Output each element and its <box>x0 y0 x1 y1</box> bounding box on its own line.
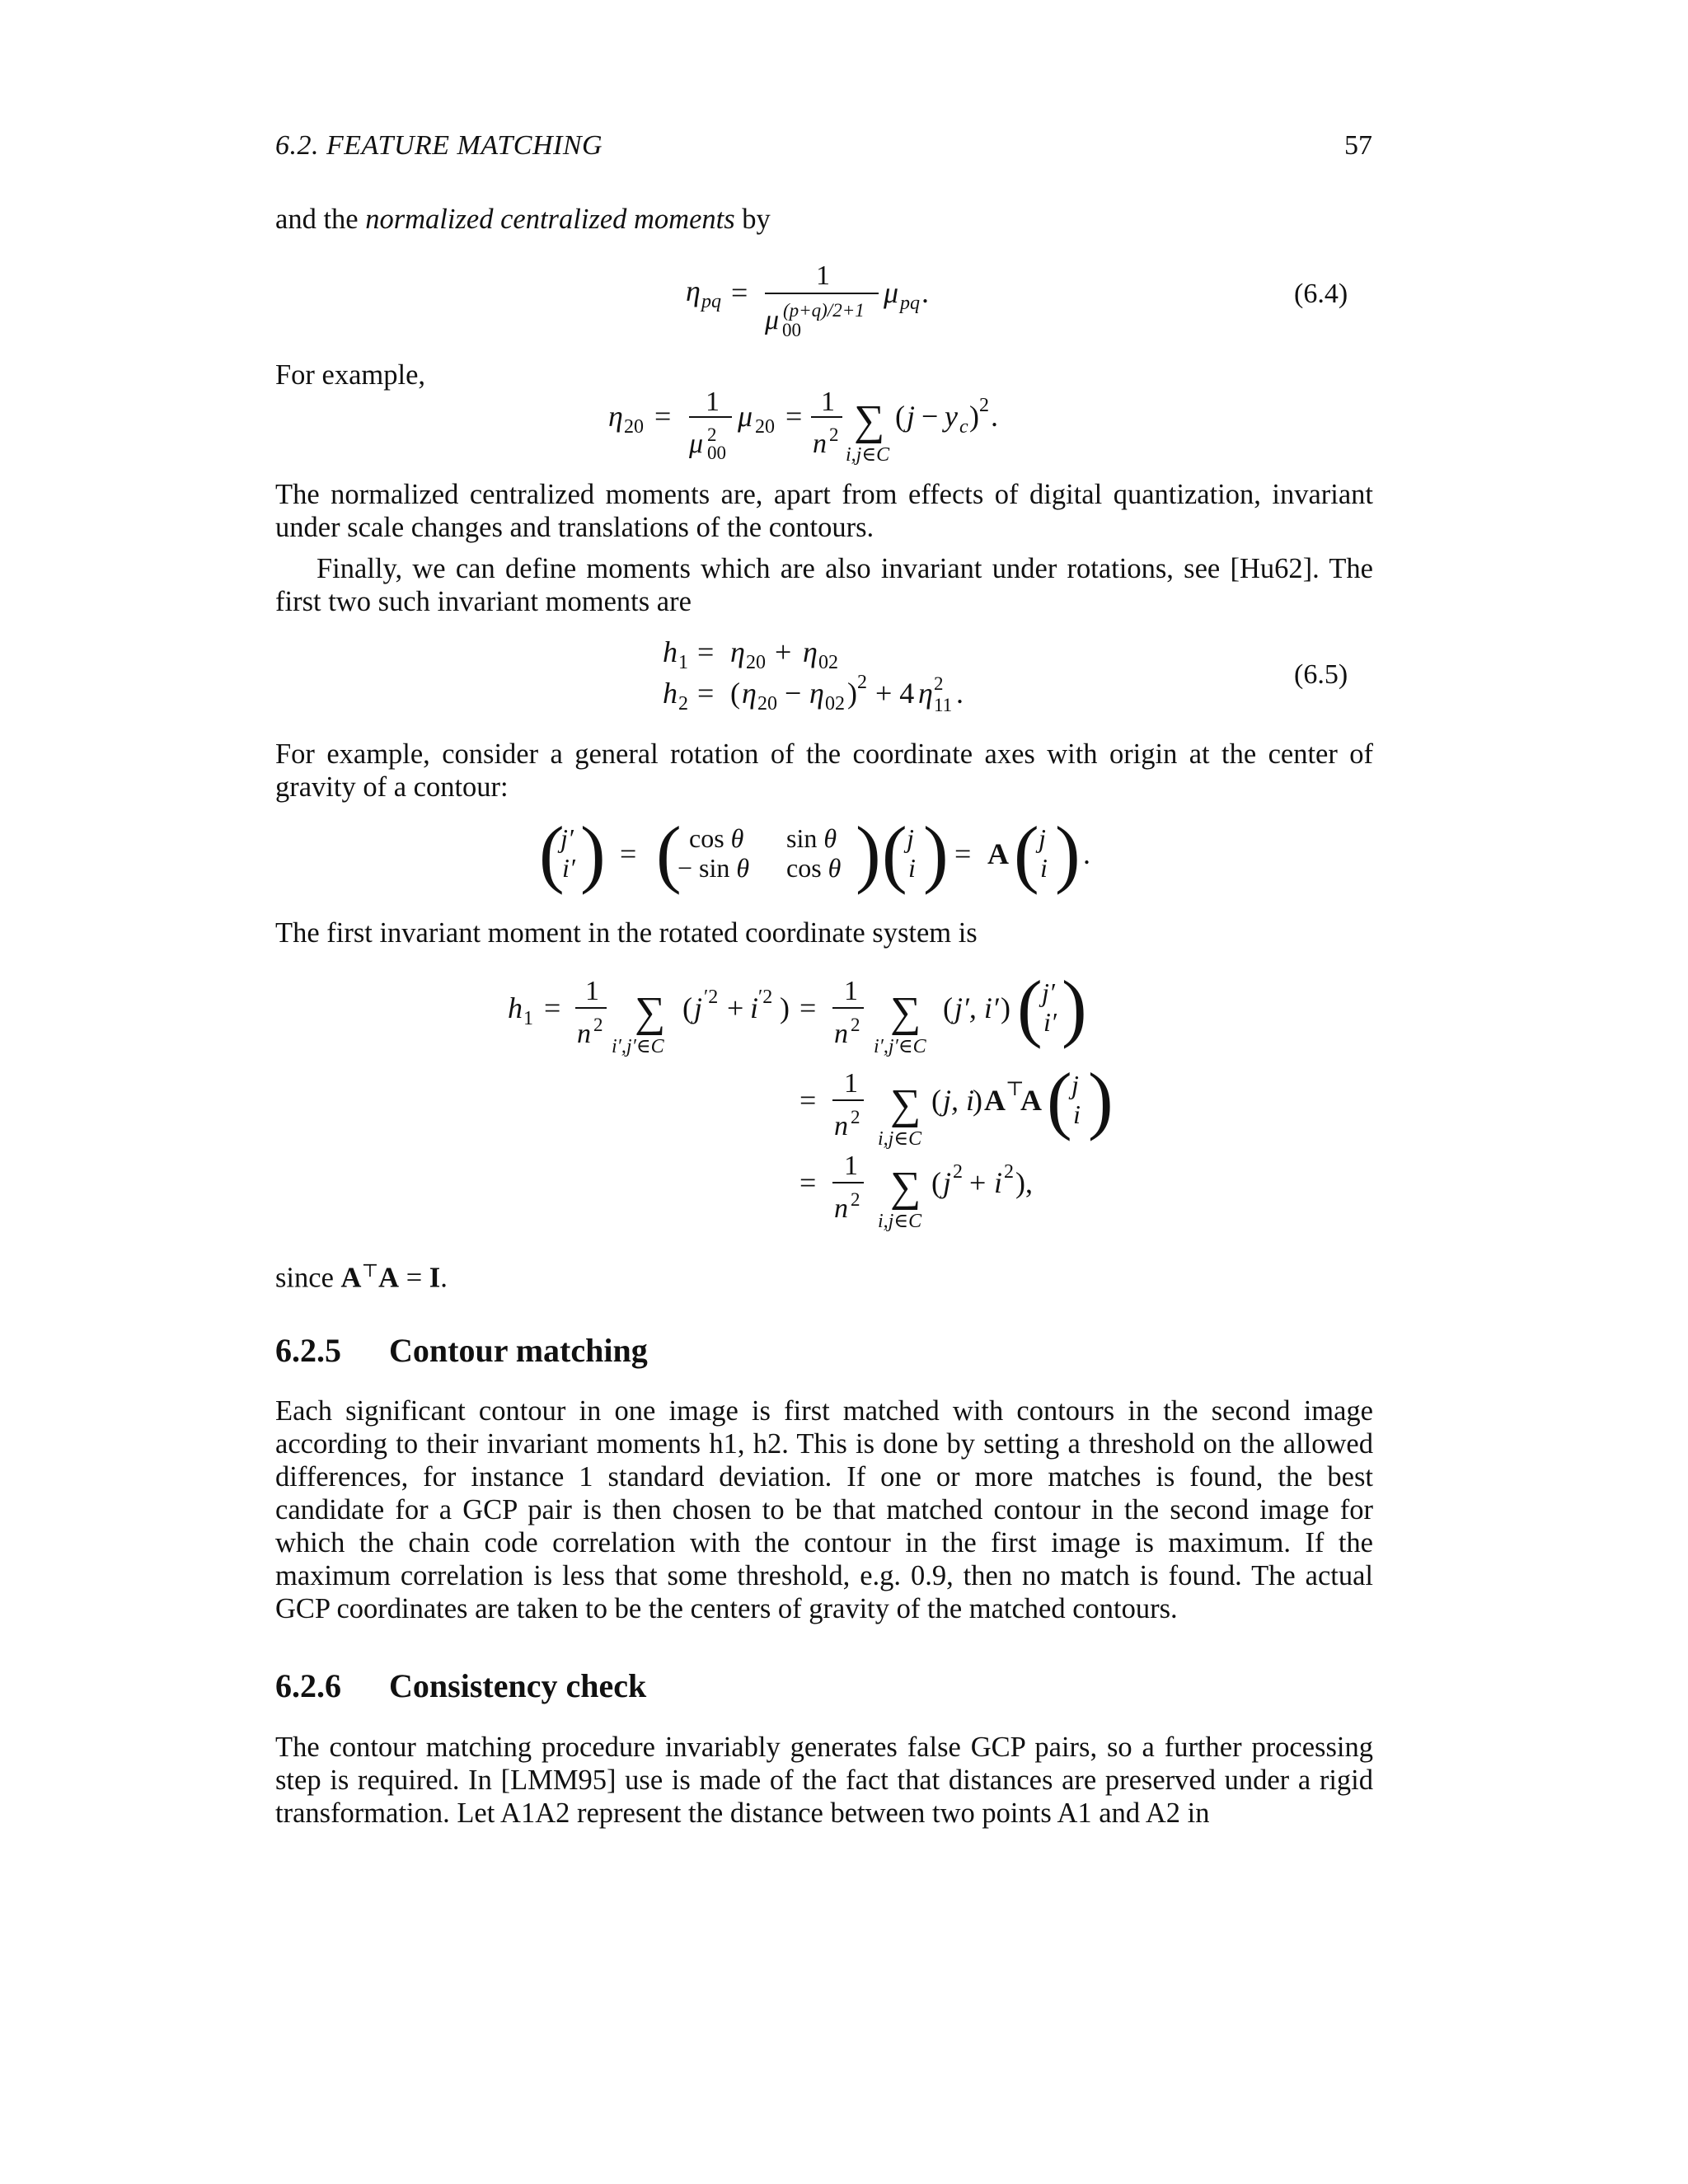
svg-text:2: 2 <box>857 672 867 693</box>
svg-text:cos θ: cos θ <box>786 853 842 883</box>
svg-text:=: = <box>731 276 748 309</box>
svg-text:η: η <box>686 274 701 307</box>
svg-text:⊤: ⊤ <box>1006 1079 1025 1100</box>
svg-text:1: 1 <box>678 652 688 673</box>
equation-rotation-matrix <box>536 816 1113 907</box>
svg-text:): ) <box>580 816 606 895</box>
svg-text:y: y <box>945 400 958 433</box>
svg-text:i′,j′∈C: i′,j′∈C <box>874 1036 926 1057</box>
svg-text:η: η <box>809 677 824 710</box>
svg-text:j: j <box>1039 823 1046 853</box>
svg-text:i,j∈C: i,j∈C <box>878 1128 922 1150</box>
page-number: 57 <box>1344 130 1372 161</box>
svg-text:2: 2 <box>1004 1161 1014 1183</box>
svg-text:(: ( <box>882 816 907 895</box>
svg-text:μ: μ <box>738 400 753 433</box>
svg-text:A: A <box>1020 1084 1042 1117</box>
svg-text:μ: μ <box>884 276 899 309</box>
svg-text:(: ( <box>1047 1057 1072 1141</box>
svg-text:=: = <box>799 991 817 1024</box>
svg-text:j′: j′ <box>1042 977 1055 1007</box>
svg-text:): ) <box>1062 968 1087 1049</box>
svg-text:=: = <box>544 991 561 1024</box>
svg-text:j: j <box>694 991 703 1024</box>
svg-text:cos θ: cos θ <box>689 823 744 853</box>
svg-text:n: n <box>813 429 827 459</box>
svg-text:− sin θ: − sin θ <box>678 853 750 883</box>
svg-text:2: 2 <box>678 693 688 715</box>
svg-text:h: h <box>508 991 523 1024</box>
equation-number-6-4: (6.4) <box>1294 279 1348 309</box>
svg-text:02: 02 <box>825 693 845 715</box>
svg-text:+: + <box>775 635 792 668</box>
since-suffix: . <box>440 1262 448 1294</box>
svg-text:′2: ′2 <box>704 987 719 1008</box>
svg-text:.: . <box>921 276 929 309</box>
svg-text:i: i <box>994 1166 1003 1199</box>
svg-text:∑: ∑ <box>890 989 921 1036</box>
intro-suffix: by <box>734 204 771 235</box>
equation-derivation <box>503 968 1129 1240</box>
svg-text:=: = <box>799 1084 817 1117</box>
svg-text:j′, i′: j′, i′ <box>954 991 999 1024</box>
svg-text:∑: ∑ <box>890 1081 921 1128</box>
svg-text:i′,j′∈C: i′,j′∈C <box>612 1036 664 1057</box>
svg-text:μ: μ <box>689 429 704 459</box>
svg-text:): ) <box>1088 1057 1114 1141</box>
svg-text:=: = <box>654 400 672 433</box>
svg-text:2: 2 <box>851 1107 860 1127</box>
svg-text:+: + <box>969 1166 987 1199</box>
svg-text:(: ( <box>539 816 565 895</box>
svg-text:i: i <box>750 991 759 1024</box>
running-head: 6.2. FEATURE MATCHING <box>275 130 603 161</box>
svg-text:02: 02 <box>818 652 838 673</box>
svg-text:20: 20 <box>755 416 775 438</box>
svg-text:∑: ∑ <box>890 1164 921 1211</box>
svg-text:η: η <box>918 677 933 710</box>
svg-text:00: 00 <box>707 443 726 463</box>
svg-text:): ) <box>923 816 949 895</box>
svg-text:n: n <box>834 1193 848 1224</box>
paragraph-rotation-invariants: Finally, we can define moments which are also invariant under rotations, see [Hu62]. The first two such invariant moments are <box>275 553 1373 617</box>
svg-text:j: j <box>1071 1070 1079 1099</box>
for-example-label: For example, <box>275 359 426 391</box>
svg-text:2: 2 <box>934 673 944 694</box>
svg-text:−: − <box>785 677 802 710</box>
since-prefix: since <box>275 1262 341 1294</box>
equation-eta20-example <box>602 375 1063 474</box>
svg-text:2: 2 <box>593 1015 603 1035</box>
svg-text:+: + <box>727 991 744 1024</box>
svg-text:η: η <box>742 677 757 710</box>
svg-text:),: ), <box>1015 1166 1033 1199</box>
svg-text:j, i: j, i <box>943 1084 975 1117</box>
section-title: Consistency check <box>389 1667 647 1704</box>
svg-text:=: = <box>785 400 803 433</box>
svg-text:(: ( <box>730 677 740 710</box>
svg-text:j: j <box>943 1166 952 1199</box>
svg-text:(: ( <box>943 991 953 1024</box>
svg-text:): ) <box>780 991 790 1024</box>
svg-text:η: η <box>803 635 818 668</box>
equation-6-5 <box>651 630 997 721</box>
svg-text:i′: i′ <box>562 853 575 883</box>
svg-text:μ: μ <box>765 305 780 335</box>
svg-text:2: 2 <box>851 1189 860 1210</box>
svg-text:i,j∈C: i,j∈C <box>878 1211 922 1232</box>
svg-text:(: ( <box>1014 816 1039 895</box>
svg-text:A: A <box>987 837 1009 870</box>
svg-text:c: c <box>959 416 968 438</box>
section-heading-6-2-5 <box>275 1331 648 1370</box>
svg-text:=: = <box>697 635 715 668</box>
svg-text:h: h <box>663 677 678 710</box>
paragraph-invariance: The normalized centralized moments are, apart from effects of digital quantization, invariant under scale changes and translations of the contours. <box>275 479 1373 543</box>
svg-text:1: 1 <box>816 260 830 291</box>
svg-text:.: . <box>1083 837 1090 870</box>
svg-text:i: i <box>908 853 916 883</box>
svg-text:∑: ∑ <box>635 989 666 1036</box>
svg-text:(: ( <box>1017 968 1043 1049</box>
svg-text:1: 1 <box>585 976 599 1006</box>
svg-text:(: ( <box>895 400 905 433</box>
svg-text:(p+q)/2+1: (p+q)/2+1 <box>783 300 865 321</box>
svg-text:(: ( <box>656 816 682 895</box>
svg-text:(: ( <box>682 991 692 1024</box>
svg-text:=: = <box>697 677 715 710</box>
svg-text:=: = <box>620 837 637 870</box>
svg-text:1: 1 <box>523 1008 533 1029</box>
svg-text:n: n <box>577 1019 591 1049</box>
svg-text:1: 1 <box>706 387 720 417</box>
svg-text:1: 1 <box>844 976 858 1006</box>
svg-text:+ 4: + 4 <box>875 677 915 710</box>
svg-text:): ) <box>847 677 857 710</box>
svg-text:20: 20 <box>757 693 777 715</box>
equation-6-4 <box>659 255 989 346</box>
svg-text:j′: j′ <box>560 823 574 853</box>
svg-text:.: . <box>991 400 998 433</box>
svg-text:1: 1 <box>844 1151 858 1181</box>
svg-text:): ) <box>1055 816 1081 895</box>
svg-text:pq: pq <box>900 293 920 314</box>
section-number: 6.2.6 <box>275 1667 341 1704</box>
section-title: Contour matching <box>389 1332 648 1369</box>
svg-text:∑: ∑ <box>854 397 885 444</box>
svg-text:(: ( <box>931 1084 941 1117</box>
svg-text:n: n <box>834 1111 848 1141</box>
svg-text:i: i <box>1040 853 1048 883</box>
svg-text:−: − <box>921 400 939 433</box>
svg-text:j: j <box>907 823 914 853</box>
svg-text:η: η <box>608 400 623 433</box>
svg-text:): ) <box>1001 991 1010 1024</box>
svg-text:2: 2 <box>851 1015 860 1035</box>
section-heading-6-2-6 <box>275 1666 646 1705</box>
intro-prefix: and the <box>275 204 366 235</box>
svg-text:=: = <box>954 837 972 870</box>
paragraph-general-rotation: For example, consider a general rotation of the coordinate axes with origin at the center of gravity of a contour: <box>275 738 1373 803</box>
svg-text:A: A <box>984 1084 1006 1117</box>
intro-emphasis: normalized centralized moments <box>365 204 735 235</box>
svg-text:.: . <box>956 677 964 710</box>
svg-text:j: j <box>907 400 916 433</box>
svg-text:20: 20 <box>746 652 766 673</box>
svg-text:pq: pq <box>701 291 721 312</box>
intro-sentence <box>275 203 1373 236</box>
svg-text:′2: ′2 <box>758 987 773 1008</box>
svg-text:i: i <box>1073 1099 1081 1129</box>
svg-text:20: 20 <box>624 416 644 438</box>
svg-text:η: η <box>730 635 745 668</box>
svg-text:): ) <box>856 816 881 895</box>
svg-text:=: = <box>799 1166 817 1199</box>
paragraph-consistency-check: The contour matching procedure invariably generates false GCP pairs, so a further processing step is required. In [LMM95] use is made of the fact that distances are preserved under a rigid transformation. Let A1A2 represent the distance between two points A1 and A2 in <box>275 1732 1373 1829</box>
svg-text:h: h <box>663 635 678 668</box>
svg-text:2: 2 <box>953 1161 963 1183</box>
svg-text:): ) <box>973 1084 982 1117</box>
since-statement: since A⊤A = I. <box>275 1260 448 1294</box>
svg-text:1: 1 <box>821 387 835 417</box>
svg-text:1: 1 <box>844 1068 858 1099</box>
svg-text:11: 11 <box>934 695 953 715</box>
svg-text:): ) <box>969 400 979 433</box>
svg-text:sin θ: sin θ <box>786 823 837 853</box>
svg-text:00: 00 <box>782 320 801 340</box>
paragraph-contour-matching: Each significant contour in one image is first matched with contours in the second image according to their invariant moments h1, h2. This is done by setting a threshold on the allowed differences, for instance 1 standard deviation. If one or more matches is found, the best candidate for a GCP pair is then chosen to be that matched contour in the second image for which the chain code correlation with the contour in the first image is maximum. If the maximum correlation is less that some threshold, e.g. 0.9, then no match is found. The actual GCP coordinates are taken to be the centers of gravity of the matched contours. <box>275 1395 1373 1624</box>
svg-text:i,j∈C: i,j∈C <box>846 444 890 466</box>
svg-text:n: n <box>834 1019 848 1049</box>
svg-text:2: 2 <box>829 424 839 445</box>
svg-text:(: ( <box>931 1166 941 1199</box>
svg-text:i′: i′ <box>1043 1007 1057 1037</box>
equation-number-6-5: (6.5) <box>1294 659 1348 690</box>
svg-text:2: 2 <box>979 395 989 416</box>
section-number: 6.2.5 <box>275 1332 341 1369</box>
paragraph-first-invariant: The first invariant moment in the rotated coordinate system is <box>275 917 978 949</box>
svg-text:2: 2 <box>707 424 717 445</box>
